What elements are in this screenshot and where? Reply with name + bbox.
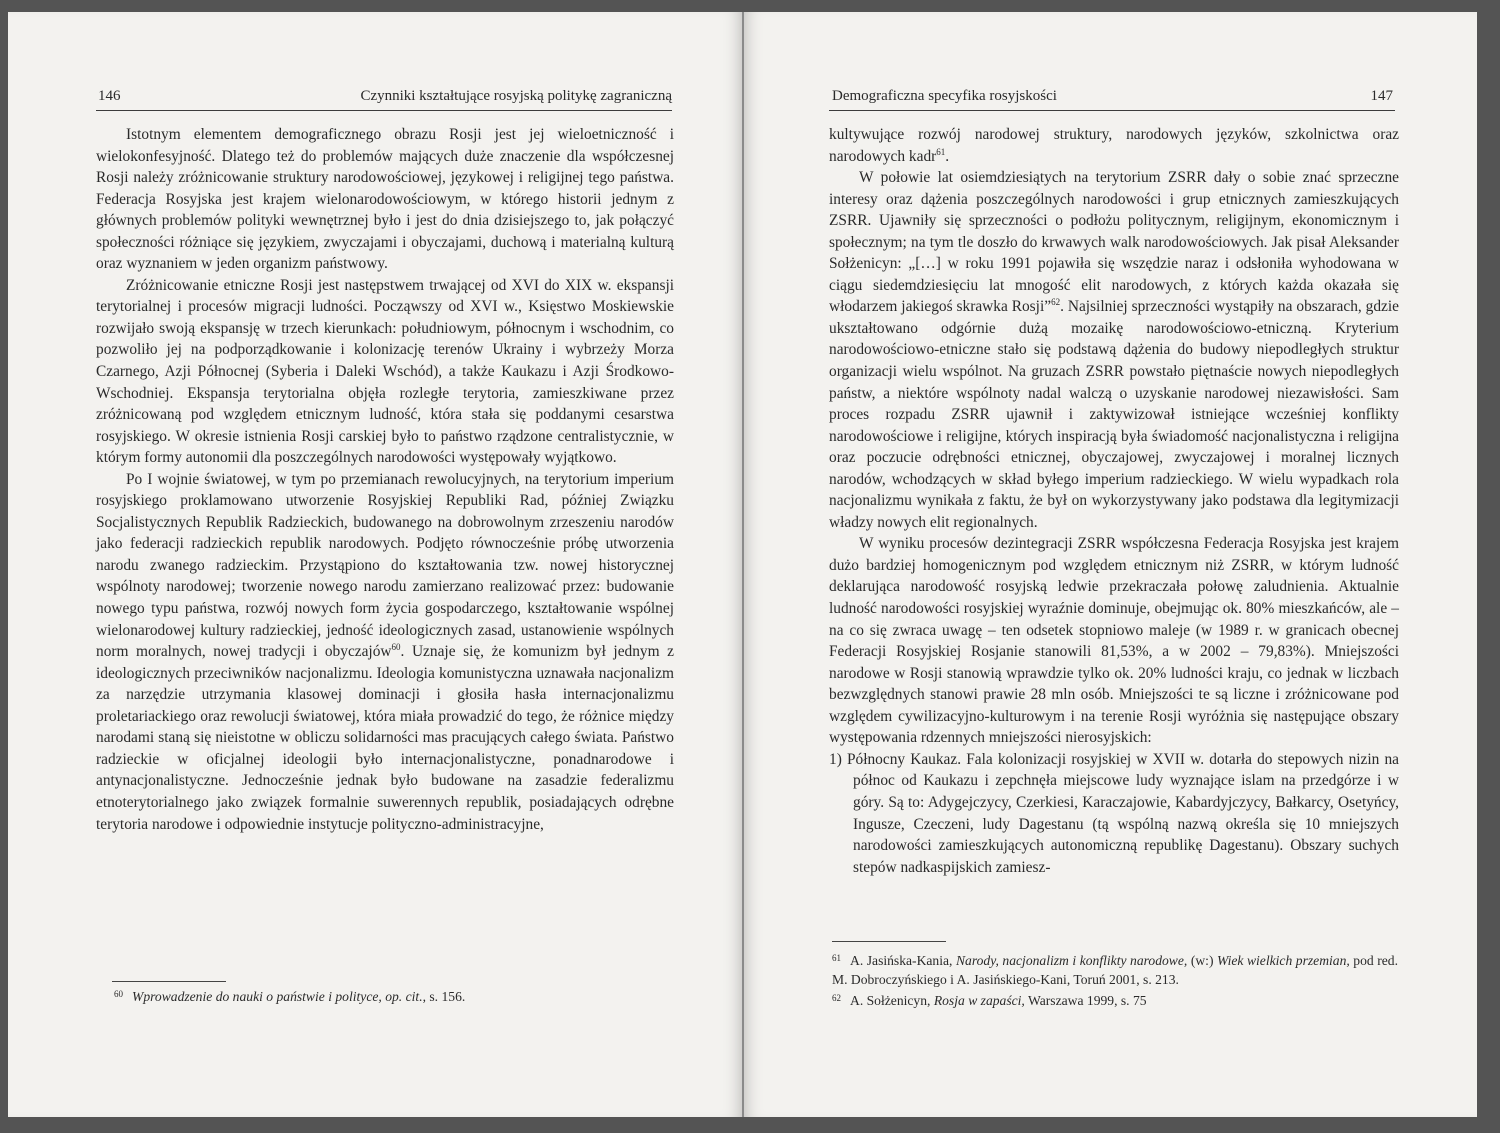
- footnote-text: Warszawa 1999, s. 75: [1024, 993, 1147, 1008]
- footnote-rule: [832, 941, 946, 942]
- page-number: 147: [1370, 88, 1393, 104]
- footnote-ref[interactable]: 62: [1051, 297, 1061, 308]
- paragraph: [96, 469, 674, 835]
- footnote: [114, 985, 674, 1006]
- paragraph-text: Po I wojnie światowej, w tym po przemianach rewolucyjnych, na terytorium imperium rosyjskiego proklamowano utworzenie Rosyjskiej Republiki Rad, później Związku Socjalistycznych Republik Radzieckich, budowanego na dobrowolnym zrzeszeniu narodów jako federacji radzieckich republik narodowych. Podjęto równocześnie próbę utworzenia narodu zwanego radzieckim. Przystąpiono do kształtowania tzw. nowej historycznej wspólnoty narodowej; tworzenie nowego narodu zamierzano realizować przez: budowanie nowego typu państwa, rozwój nowych form życia gospodarczego, kształtowanie wspólnej wielonarodowej kultury radzieckiej, jedność ideologicznych zasad, ustanowienie wspólnych norm moralnych, nowej tradycji i obyczajów: [96, 470, 674, 661]
- paragraph-text: W połowie lat osiemdziesiątych na terytorium ZSRR dały o sobie znać sprzeczne interesy oraz dążenia poszczególnych narodowości i grup etnicznych zamieszkujących ZSRR. Ujawniły się sprzeczności o podłożu politycznym, religijnym, ekonomicznym i społecznym; na tym tle doszło do krwawych walk narodowościowych. Jak pisał Aleksander Sołżenicyn: „[…] w roku 1991 pojawiła się wszędzie naraz i odsłoniła wyhodowana w ciągu siedemdziesięciu lat mnogość elit narodowych, z których każda okazała się włodarzem jakiegoś skrawka Rosji”: [829, 169, 1399, 316]
- footnote-text: A. Sołżenicyn,: [850, 993, 934, 1008]
- footnote-number: 62: [832, 993, 841, 1003]
- paragraph-text: kultywujące rozwój narodowej struktury, narodowych języków, szkolnictwa oraz narodowych kadr: [829, 126, 1399, 165]
- paragraph: [829, 167, 1399, 533]
- footnote-title: Wiek wielkich przemian,: [1217, 953, 1350, 968]
- footnote-ref[interactable]: 61: [936, 146, 946, 157]
- running-head-right: [829, 82, 1395, 111]
- footnote-title: Wprowadzenie do nauki o państwie i polityce, op. cit.: [132, 989, 423, 1004]
- body-text-right: [829, 124, 1399, 878]
- footnote-ref[interactable]: 60: [391, 642, 401, 653]
- footnote-rule: [112, 981, 226, 982]
- running-title: Czynniki kształtujące rosyjską politykę zagraniczną: [360, 88, 672, 104]
- footnote: [832, 989, 1398, 1010]
- footnote-text: A. Jasińska-Kania,: [850, 953, 956, 968]
- footnote-number: 61: [832, 953, 841, 963]
- footnote-text: (w:): [1187, 953, 1218, 968]
- footnote-title: Rosja w zapaści,: [933, 993, 1025, 1008]
- footnote: [832, 949, 1398, 989]
- list-item: 1) Północny Kaukaz. Fala kolonizacji rosyjskiej w XVII w. dotarła do stepowych nizin na północ od Kaukazu i zepchnęła miejscowe ludy wyznające islam na przedgórze i w góry. Są to: Adygejczycy, Czerkiesi, Karaczajowie, Kabardyjczycy, Bałkarcy, Osetyńcy, Ingusze, Czeczeni, ludy Dagestanu (tą wspólną nazwą określa się 10 mniejszych narodowości zamieszkujących autonomiczną republikę Dagestanu). Obszary suchych stepów nadkaspijskich zamiesz-: [829, 750, 1399, 876]
- footnote-title: Narody, nacjonalizm i konflikty narodowe,: [955, 953, 1188, 968]
- footnotes-left: [114, 985, 674, 1006]
- footnote-text: pod red. M. Dobroczyńskiego i A. Jasińskiego-Kani, Toruń 2001, s. 213.: [832, 953, 1398, 987]
- paragraph-text: . Uznaje się, że komunizm był jednym z ideologicznych przeciwników nacjonalizmu. Ideologia komunistyczna uznawała nacjonalizm za narzędzie utrzymania klasowej dominacji i głosiła hasła internacjonalizmu proletariackiego oraz rewolucji światowej, która miała prowadzić do tego, że różnice między narodami staną się nieistotne w obliczu solidarności mas pracujących całego świata. Państwo radzieckie w oficjalnej ideologii było internacjonalistyczne, ponadnarodowe i antynacjonalistyczne. Jednocześnie jednak było budowane na zasadzie federalizmu etnoterytorialnego jako związek formalnie suwerennych republik, posiadających odrębne terytoria narodowe i odpowiednie instytucje polityczno-administracyjne,: [96, 643, 674, 833]
- paragraph: Zróżnicowanie etniczne Rosji jest następstwem trwającej od XVI do XIX w. ekspansji terytorialnej i procesów migracji ludności. Począwszy od XVI w., Księstwo Moskiewskie rozwijało swoją ekspansję w trzech kierunkach: południowym, północnym i wschodnim, co pozwoliło jej na podporządkowanie i kolonizację terenów Ukrainy i wybrzeży Morza Czarnego, Azji Północnej (Syberia i Daleki Wschód), a także Kaukazu i Azji Środkowo-Wschodniej. Ekspansja terytorialna objęła rozległe terytoria, zamieszkiwane przez zróżnicowaną pod względem etnicznym ludność, która stała się poddanymi cesarstwa rosyjskiego. W okresie istnienia Rosji carskiej było to państwo rządzone centralistycznie, w którym formy autonomii dla poszczególnych narodowości występowały wyjątkowo.: [96, 276, 674, 467]
- paragraph-text: .: [945, 147, 950, 165]
- page-number: 146: [98, 88, 121, 104]
- body-text-left: [96, 124, 674, 835]
- running-head-left: [96, 82, 672, 111]
- footnotes-right: [832, 949, 1398, 1010]
- paragraph: Istotnym elementem demograficznego obrazu Rosji jest jej wieloetniczność i wielokonfesyjność. Dlatego też do problemów mających duże znaczenie dla współczesnej Rosji należy zróżnicowanie struktury narodowościowej, językowej i religijnej tego państwa. Federacja Rosyjska jest krajem wielonarodowościowym, w którego historii jednym z głównych problemów polityki wewnętrznej było i jest do dnia dzisiejszego to, jak połączyć społeczności różniące się językiem, zwyczajami i obyczajami, duchową i materialną kulturą oraz wyznaniem w jeden organizm państwowy.: [96, 126, 674, 273]
- left-page: [8, 12, 742, 1117]
- footnote-number: 60: [114, 989, 123, 999]
- paragraph-text: . Najsilniej sprzeczności wystąpiły na obszarach, gdzie ukształtowano odgórnie dużą mozaikę narodowościowo-etniczną. Kryterium narodowościowo-etniczne stało się podstawą dążenia do budowy niepodległych struktur organizacji wielu wspólnot. Na gruzach ZSRR powstało piętnaście nowych niepodległych państw, a niektóre wspólnoty nadal walczą o uzyskanie narodowej niezawisłości. Sam proces rozpadu ZSRR ujawnił i zaktywizował istniejące wcześniej konflikty narodowościowe i religijne, których inspiracją była świadomość nacjonalistyczna i religijna oraz poczucie odrębności etnicznej, obyczajowej, zwyczajowej i moralnej licznych narodów, wchodzących w skład byłego imperium radzieckiego. W wielu wypadkach rola nacjonalizmu wynikała z faktu, że był on wykorzystywany jako podstawa dla legitymizacji władzy nowych elit regionalnych.: [829, 298, 1399, 531]
- paragraph: [829, 124, 1399, 167]
- running-title: Demograficzna specyfika rosyjskości: [832, 88, 1057, 104]
- right-page: [744, 12, 1477, 1117]
- footnote-text: , s. 156.: [422, 989, 466, 1004]
- paragraph: W wyniku procesów dezintegracji ZSRR współczesna Federacja Rosyjska jest krajem dużo bardziej homogenicznym pod względem etnicznym niż ZSRR, w którym ludność deklarująca narodowość rosyjską ledwie przekraczała połowę zaludnienia. Aktualnie ludność narodowości rosyjskiej wyraźnie dominuje, obejmując ok. 80% mieszkańców, ale – na co się zwraca uwagę – ten odsetek stopniowo maleje (w 1989 r. w granicach obecnej Federacji Rosyjskiej Rosjanie stanowili 81,53%, a w 2002 – 79,83%). Mniejszości narodowe w Rosji stanowią wprawdzie tylko ok. 20% ludności kraju, co jednak w liczbach bezwzględnych stanowi prawie 28 mln osób. Mniejszości te są liczne i zróżnicowane pod względem cywilizacyjno-kulturowym i na terenie Rosji wyróżnia się następujące obszary występowania rdzennych mniejszości nierosyjskich:: [829, 535, 1399, 747]
